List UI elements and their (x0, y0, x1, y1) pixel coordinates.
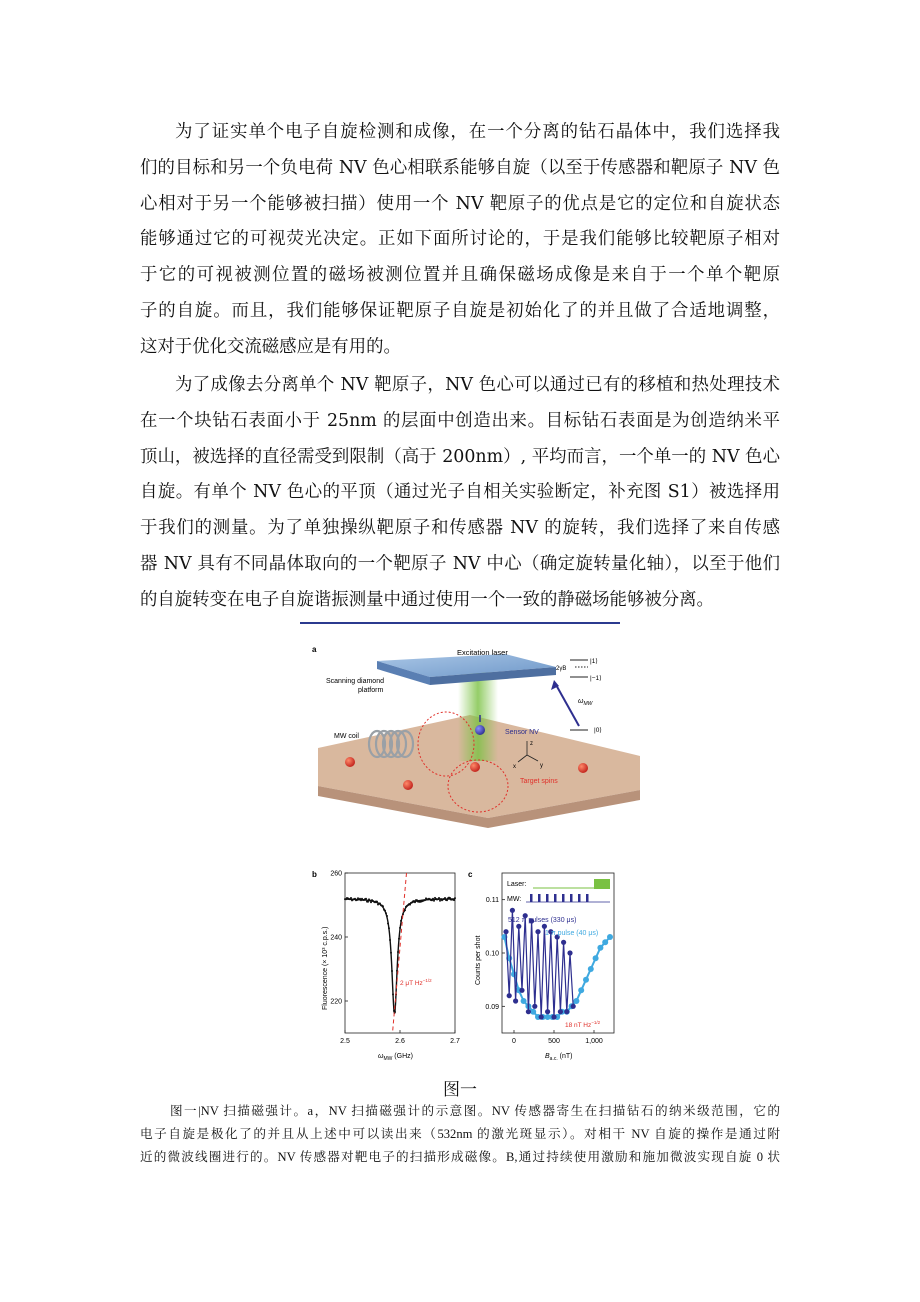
mw-coil-label: MW coil (334, 733, 359, 740)
target-spin (403, 780, 413, 790)
data-point (388, 927, 390, 929)
mw-pulse (578, 894, 581, 902)
panel-b (312, 870, 460, 1062)
data-point (379, 903, 381, 905)
level-plus-label: |1⟩ (590, 658, 598, 665)
data-point (583, 977, 589, 983)
data-point (369, 900, 371, 902)
mw-pulse (546, 894, 549, 902)
data-point (545, 1009, 550, 1014)
text-line: 顶山，被选择的直径需受到限制（高于 200nm）, 平均而言，一个单一的 NV 色心 (140, 446, 780, 467)
data-point (571, 1004, 576, 1009)
x-tick-label: 500 (548, 1038, 560, 1045)
data-point (392, 993, 394, 995)
y-tick-label: 0.09 (485, 1003, 499, 1011)
data-point (578, 987, 584, 993)
platform-label-1: Scanning diamond (326, 678, 384, 685)
figure-title: 图一 (443, 1080, 477, 1100)
panel-c (468, 870, 614, 1062)
level-zero-label: |0⟩ (594, 727, 602, 734)
data-point (561, 940, 566, 945)
series-512pi-pulses (503, 908, 575, 1020)
x-tick-label: 2.5 (340, 1038, 350, 1045)
data-point (398, 938, 400, 940)
sensitivity-annotation-b: 2 μT $Hz^{-1/2}$ (400, 978, 432, 987)
data-point (453, 899, 455, 901)
data-point (370, 901, 372, 903)
text-line: 们的目标和另一个负电荷 NV 色心相联系能够自旋（以至于传感器和靶原子 NV 色 (140, 157, 780, 178)
panel-c-label: c (468, 870, 473, 879)
text-line: 于它的可视被测位置的磁场被测位置并且确保磁场成像是来自于一个单个靶原 (140, 265, 780, 286)
data-point (551, 1014, 556, 1019)
target-spin (470, 762, 480, 772)
mw-pulse (538, 894, 541, 902)
text-line: 能够通过它的可视荧光决定。正如下面所讨论的，于是我们能够比较靶原子相对 (140, 229, 780, 250)
laser-pulse (594, 879, 610, 889)
data-point (367, 901, 369, 903)
data-point (510, 908, 515, 913)
figure-caption (140, 1100, 780, 1169)
text-line: 心相对于另一个能够被扫描）使用一个 NV 靶原子的优点是它的定位和自旋状态 (140, 193, 780, 214)
data-point (387, 923, 389, 925)
text-line: 自旋。有单个 NV 色心的平顶（通过光子自相关实验断定，补充图 S1）被选择用 (140, 482, 780, 503)
platform-label-2: platform (358, 687, 384, 694)
fluorescence-points (344, 897, 456, 1013)
data-point (526, 1009, 531, 1014)
data-point (409, 904, 411, 906)
data-point (400, 920, 402, 922)
data-point (530, 1009, 536, 1015)
text-line: 在一个块钻石表面小于 25nm 的层面中创造出来。目标钻石表面是为创造纳米平 (140, 410, 780, 431)
data-point (516, 924, 521, 929)
panel-a-label: a (312, 645, 317, 654)
data-point (519, 988, 524, 993)
x-tick-label: 1,000 (585, 1038, 603, 1045)
data-point (602, 939, 608, 945)
data-point (439, 900, 441, 902)
data-point (386, 915, 388, 917)
x-tick-label: 2.7 (450, 1038, 460, 1045)
data-point (376, 901, 378, 903)
plot-b-ticks (330, 871, 460, 1046)
data-point (513, 998, 518, 1003)
x-tick-label: 0 (512, 1038, 516, 1045)
mw-pulse (586, 894, 589, 902)
data-point (507, 993, 512, 998)
y-tick-label: 240 (330, 934, 342, 942)
sensor-nv-spin (475, 725, 485, 735)
text-line: 这对于优化交流磁感应是有用的。 (140, 336, 401, 357)
plot-c-ylabel: Counts per shot (475, 935, 482, 985)
omega-mw-label: $\omega_{MW}$ (578, 698, 593, 707)
plot-b-xlabel: $\omega_{MW}$ (GHz) (378, 1053, 413, 1062)
resonance-marker (393, 873, 407, 1033)
panel-b-label: b (312, 870, 317, 879)
caption-line: 图一|NV 扫描磁强计。a，NV 扫描磁强计的示意图。NV 传感器寄生在扫描钻石的纳米级范围，它的 (170, 1104, 780, 1118)
target-spin (345, 757, 355, 767)
mw-pulse (570, 894, 573, 902)
data-point (414, 901, 416, 903)
sensor-nv-label: Sensor NV (505, 729, 539, 736)
target-spin (578, 763, 588, 773)
data-point (397, 951, 399, 953)
data-point (365, 898, 367, 900)
plot-b-ylabel: Fluorescence (× 10³ c.p.s.) (322, 926, 329, 1010)
data-point (503, 929, 508, 934)
data-point (454, 897, 456, 899)
data-point (564, 1009, 569, 1014)
data-point (350, 897, 352, 899)
data-point (539, 1014, 544, 1019)
mw-pulse-train (526, 894, 610, 902)
fluorescence-curve (345, 899, 455, 1014)
data-point (399, 927, 401, 929)
series1-label: 512 π pulses (330 μs) (508, 917, 577, 924)
transition-arrow (555, 683, 579, 726)
mw-pulse (554, 894, 557, 902)
laser-sequence-label: Laser: (507, 881, 527, 888)
data-point (597, 945, 603, 951)
data-point (521, 998, 527, 1004)
data-point (438, 897, 440, 899)
text-line: 器 NV 具有不同晶体取向的一个靶原子 NV 中心（确定旋转量化轴），以至于他们 (140, 553, 780, 574)
text-line: 于我们的测量。为了单独操纵靶原子和传感器 NV 的旋转，我们选择了来自传感 (140, 518, 780, 539)
splitting-label: 2γB (556, 666, 567, 672)
data-point (356, 899, 358, 901)
axis-z-label: z (530, 741, 533, 747)
x-tick-label: 2.6 (395, 1038, 405, 1045)
mw-sequence-label: MW: (507, 896, 522, 903)
y-tick-label: 220 (330, 998, 342, 1006)
data-point (432, 898, 434, 900)
y-tick-label: 260 (330, 870, 342, 878)
data-point (567, 950, 572, 955)
energy-level-diagram (570, 660, 588, 730)
text-line: 的自旋转变在电子自旋谐振测量中通过使用一个一致的静磁场能够被分离。 (140, 589, 714, 610)
y-tick-label: 0.11 (485, 897, 499, 905)
data-point (390, 952, 392, 954)
text-line: 为了成像去分离单个 NV 靶原子，NV 色心可以通过已有的移植和热处理技术 (175, 375, 780, 395)
data-point (424, 899, 426, 901)
data-point (391, 970, 393, 972)
data-point (444, 897, 446, 899)
data-point (573, 998, 579, 1004)
level-minus-label: |−1⟩ (590, 675, 602, 682)
data-point (404, 909, 406, 911)
series2-label: 1 π pulse (40 μs) (545, 930, 599, 937)
panel-a (312, 645, 640, 828)
text-line: 子的自旋。而且，我们能够保证靶原子自旋是初始化了的并且做了合适地调整， (140, 300, 780, 321)
data-point (433, 900, 435, 902)
target-spins-label: Target spins (520, 778, 558, 785)
data-point (542, 924, 547, 929)
data-point (385, 912, 387, 914)
data-point (382, 905, 384, 907)
mw-pulse (530, 894, 533, 902)
sensitivity-annotation-c: 18 nT $Hz^{-1/2}$ (565, 1020, 601, 1029)
data-point (384, 910, 386, 912)
data-point (389, 939, 391, 941)
caption-line: 电子自旋是极化了的并且从上述中可以读出来（532nm 的激光斑显示）。对相干 NV 自旋的操作是通过附 (140, 1127, 780, 1141)
excitation-laser-label: Excitation laser (457, 648, 508, 657)
axis-x-label: x (513, 764, 516, 770)
data-point (593, 955, 599, 961)
data-point (446, 899, 448, 901)
data-point (607, 934, 613, 940)
data-point (532, 1004, 537, 1009)
caption-line: 近的微波线圈进行的。NV 传感器对靶电子的扫描形成磁像。B,通过持续使用激励和施加微波实现自旋 0 状 (140, 1150, 780, 1164)
data-point (588, 966, 594, 972)
mw-pulse (562, 894, 565, 902)
y-tick-label: 0.10 (485, 950, 499, 958)
data-point (535, 929, 540, 934)
plot-c-xlabel: $B_{a.c.}$ (nT) (545, 1053, 573, 1062)
text-line: 为了证实单个电子自旋检测和成像，在一个分离的钻石晶体中，我们选择我 (175, 122, 780, 142)
axis-y-label: y (540, 763, 543, 769)
data-point (558, 1009, 563, 1014)
